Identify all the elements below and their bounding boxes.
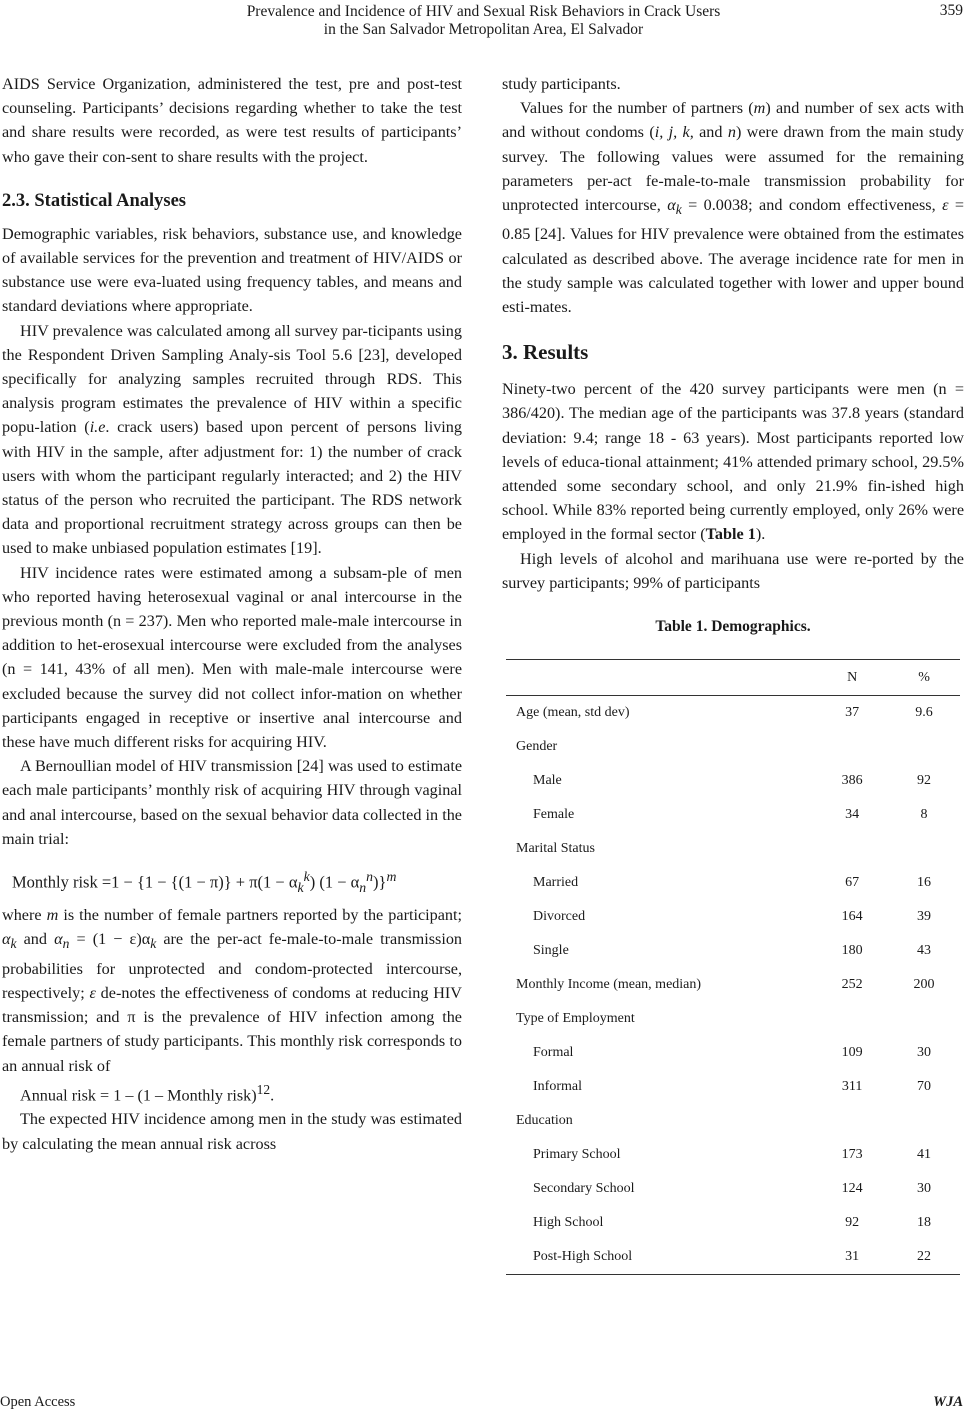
paragraph-5: where m is the number of female partners reported by the participant; $\alpha_k$ and $\alpha_n = (1 - \varepsilon)\alpha_k$ are the per-act fe-male-to-male transmission probabilities for unprotected and condom-protected intercourse, respectively; ε de-notes the effectiveness of condoms at reducing HIV transmission; and π is the prevalence of HIV infection among the female partners of study participants. This monthly risk corresponds to an annual risk of (2, 906, 463, 1075)
running-header-title-line1: Prevalence and Incidence of HIV and Sexual Risk Behaviors in Crack Users (246, 3, 721, 20)
table-row: Marital Status (516, 841, 595, 857)
table-header-row (506, 660, 960, 696)
table-row: Primary School 173 41 (533, 1147, 932, 1163)
table-row: High School 92 18 (533, 1215, 932, 1231)
table-row: Married 67 16 (533, 875, 932, 891)
table-header-label (506, 660, 816, 696)
paragraph-1: Demographic variables, risk behaviors, substance use, and knowledge of available services for the prevention and treatment of HIV/AIDS or substance use were eva-luated using frequency tables, and means and standard deviations where appropriate. (2, 224, 462, 316)
paragraph-2: HIV prevalence was calculated among all survey par-ticipants using the Respondent Driven Sampling Analy-sis Tool 5.6 [23], developed specifically for analyzing samples recruited through RDS. This analysis program estimates the prevalence of HIV within a specific popu-lation (i.e. crack users) based upon percent of persons living with HIV in the sample, after adjustment for: 1) the number of crack users with whom the participant regularly interacted; and 2) the HIV status of the person who recruited the participant. The RDS network data and proportional recruitment strategy across groups can then be used to make unbiased population estimates [19]. (2, 321, 462, 558)
table-row: Education (516, 1113, 573, 1129)
paragraph-8: Values for the number of partners (m) and number of sex acts with and without condoms (i, j, k, and n) were drawn from the main study survey. The following values were assumed for the remaining parameters per-act fe-male-to-male transmission probability for unprotected intercourse, $\alpha_k = 0.0038$; and condom effectiveness, ε = 0.85 [24]. Values for HIV prevalence were obtained from the estimates calculated as described above. The average incidence rate for men in the study sample was calculated together with lower and upper bound esti-mates. (502, 99, 965, 317)
left-column (2, 72, 462, 1156)
paragraph-6-annual-risk: Annual risk = 1 – (1 – Monthly risk)$^{12}$. (20, 1081, 275, 1105)
footer-journal-abbrev: WJA (933, 1394, 963, 1410)
table-row: Type of Employment (516, 1011, 635, 1027)
table-row: Informal 311 70 (533, 1079, 932, 1095)
footer-open-access: Open Access (0, 1394, 76, 1410)
section-heading-statistical-analyses: 2.3. Statistical Analyses (2, 190, 186, 211)
table-row: Male 386 92 (533, 773, 932, 789)
section-heading-results: 3. Results (502, 340, 589, 365)
paragraph-continued: study participants. (502, 75, 621, 93)
table-row: Age (mean, std dev) 37 9.6 (516, 705, 933, 721)
right-column (502, 72, 964, 1275)
table-row: Secondary School 124 30 (533, 1181, 932, 1197)
paragraph-4: A Bernoullian model of HIV transmission [24] was used to estimate each male participants’ monthly risk of acquiring HIV through vaginal and anal intercourse, based on the sexual behavior data collected in the main trial: (2, 757, 462, 848)
table-header-percent: % (888, 660, 960, 696)
table-row: Gender (516, 739, 558, 755)
demographics-table-block (502, 615, 964, 1275)
table-title: Table 1. Demographics. (655, 618, 811, 636)
monthly-risk-formula: Monthly risk $=1 - \{1 - \{(1 - \pi)\} + \pi(1 - \alpha_k^k)$ $(1 - \alpha_n^n)\}^m$ (12, 869, 397, 895)
running-header-title-line2: in the San Salvador Metropolitan Area, El Salvador (323, 21, 644, 38)
table-row: Divorced 164 39 (533, 909, 932, 925)
paragraph-7: The expected HIV incidence among men in the study was estimated by calculating the mean annual risk across (2, 1110, 462, 1153)
table-header-n: N (816, 660, 888, 696)
paragraph-10: High levels of alcohol and marihuana use were re-ported by the survey participants; 99% of participants (502, 549, 964, 592)
table-row: Single 180 43 (533, 943, 932, 959)
paragraph-9: Ninety-two percent of the 420 survey participants were men (n = 386/420). The median age of the participants was 37.8 years (standard deviation: 9.4; range 18 - 63 years). Most participants reported low levels of educa-tional attainment; 41% attended primary school, 29.5% attended some secondary school, and only 21.9% fin-ished high school. While 83% reported being currently employed, only 26% were employed in the formal sector (Table 1). (502, 380, 964, 544)
table-row: Monthly Income (mean, median) 252 200 (516, 977, 935, 993)
paragraph-intro: AIDS Service Organization, administered the test, pre and post-test counseling. Participants’ decisions regarding whether to take the test and share results were recorded, as were test results of participants’ who gave their con-sent to share results with the project. (2, 75, 462, 166)
table-row: Female 34 8 (533, 807, 928, 823)
paragraph-3: HIV incidence rates were estimated among a subsam-ple of men who reported having heterosexual vaginal or anal intercourse in the previous month (n = 237). Men who reported male-male intercourse in addition to het-erosexual intercourse were excluded from the analyses (n = 141, 43% of all men). Men with male-male intercourse were excluded because the survey did not collect infor-mation on whether participants engaged in receptive or insertive anal intercourse and these have much different risks for acquiring HIV. (2, 563, 462, 752)
table-row: Formal 109 30 (533, 1045, 932, 1061)
demographics-table (506, 659, 960, 1275)
table-row: Post-High School 31 22 (506, 1240, 960, 1275)
page-number: 359 (939, 2, 963, 19)
